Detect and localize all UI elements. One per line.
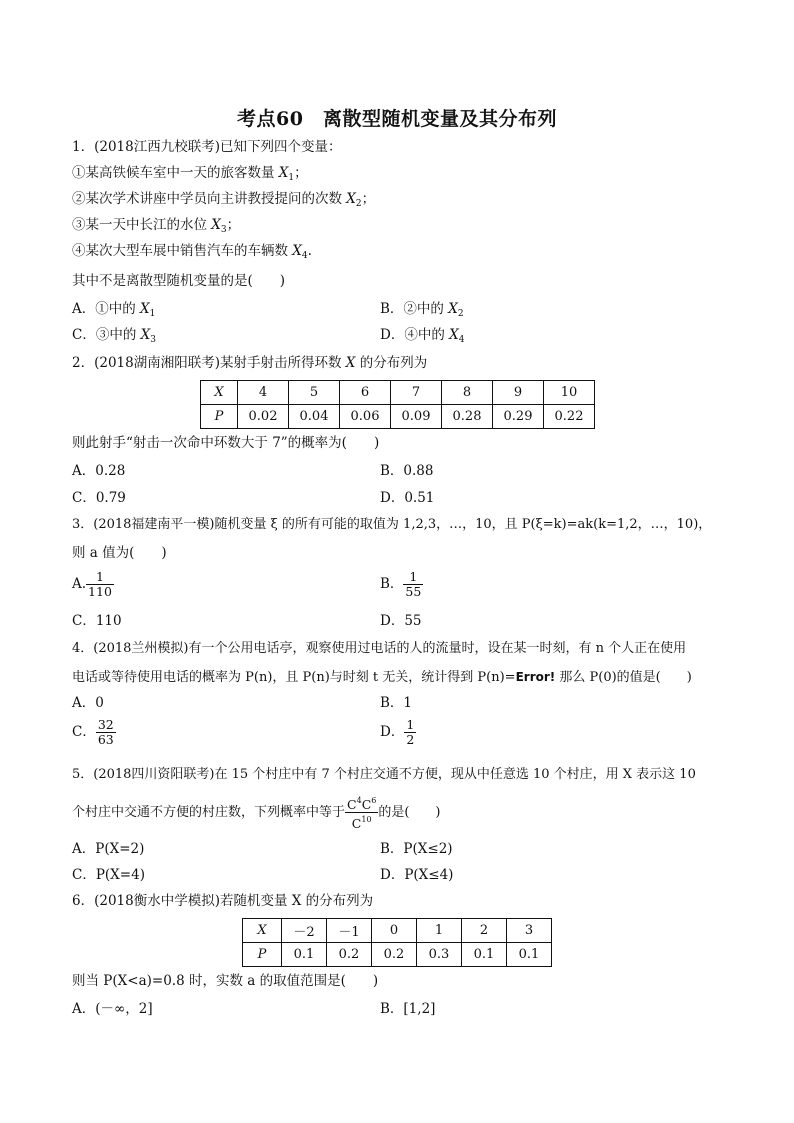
q1-item-1: ①某高铁候车室中一天的旅客数量 $X_1$； [72, 165, 308, 183]
table-cell: 0.02 [238, 405, 289, 429]
q6-option-b: B．[1,2] [380, 1001, 436, 1017]
q1-item-4: ④某次大型车展中销售汽车的车辆数 $X_4$. [72, 243, 312, 261]
q1-ask: 其中不是离散型随机变量的是( ) [72, 273, 286, 289]
q5-option-a: A．P(X=2) [72, 841, 145, 857]
table-header-p: P [201, 405, 238, 429]
table-cell: 10 [544, 381, 595, 405]
q3-stem-line1: 3．(2018福建南平一模)随机变量 ξ 的所有可能的取值为 1,2,3，…，10，且 P(ξ=k)=ak(k=1,2，…，10)， [72, 517, 712, 532]
q4-stem-line1: 4．(2018兰州模拟)有一个公用电话亭，观察使用过电话的人的流量时，设在某一时刻，有 n 个人正在使用 [72, 641, 687, 656]
table-cell: 0.3 [417, 943, 462, 967]
table-cell: －1 [327, 919, 372, 943]
q4-option-b: B．1 [380, 695, 413, 711]
q2-option-c: C．0.79 [72, 490, 126, 506]
table-cell: 7 [391, 381, 442, 405]
q3-stem-line2: 则 a 值为( ) [72, 545, 167, 561]
table-header-x: X [243, 919, 282, 943]
q3-option-a: A. $\frac{1}{110}$ [72, 569, 112, 599]
q6-ask: 则当 P(X<a)=0.8 时，实数 a 的取值范围是( ) [72, 973, 379, 989]
q6-option-a: A．(－∞，2] [72, 1001, 153, 1017]
q5-stem-line1: 5．(2018四川资阳联考)在 15 个村庄中有 7 个村庄交通不方便，现从中任意选 10 个村庄，用 X 表示这 10 [72, 767, 696, 782]
table-row [243, 943, 552, 967]
q2-stem: 2．(2018湖南湘阳联考)某射手射击所得环数 X 的分布列为 [72, 355, 428, 371]
q1-stem: 1．(2018江西九校联考)已知下列四个变量： [72, 139, 342, 155]
table-cell: 0.28 [442, 405, 493, 429]
table-header-x: X [201, 381, 238, 405]
q1-item-2: ②某次学术讲座中学员向主讲教授提问的次数 $X_2$； [72, 191, 376, 209]
table-cell: 0.1 [462, 943, 507, 967]
q4-stem-line2: 电话或等待使用电话的概率为 P(n)，且 P(n)与时刻 t 无关，统计得到 P(n)=Error! 那么 P(0)的值是( ) [72, 670, 692, 685]
table-cell: 6 [340, 381, 391, 405]
table-row [201, 405, 595, 429]
table-cell: 9 [493, 381, 544, 405]
q1-option-b: B．②中的 $X_2$ [380, 301, 464, 319]
q6-stem: 6．(2018衡水中学模拟)若随机变量 X 的分布列为 [72, 893, 374, 909]
combination-fraction: $\frac{C^4C^6}{C^{10}}$ [347, 796, 377, 831]
table-cell: 3 [507, 919, 552, 943]
error-text: Error! [515, 670, 556, 684]
q1-option-a: A．①中的 $X_1$ [72, 301, 156, 319]
q4-option-a: A．0 [72, 695, 104, 711]
q2-option-a: A．0.28 [72, 463, 126, 479]
q4-option-d: D． $\frac{1}{2}$ [380, 717, 415, 747]
q3-option-b: B． $\frac{1}{55}$ [380, 569, 422, 599]
q2-distribution-table [200, 380, 595, 429]
q1-item-3: ③某一天中长江的水位 $X_3$； [72, 217, 241, 235]
table-cell: 2 [462, 919, 507, 943]
table-cell: 4 [238, 381, 289, 405]
q5-option-d: D．P(X≤4) [380, 867, 454, 883]
table-cell: 0.22 [544, 405, 595, 429]
q5-stem-line2: 个村庄中交通不方便的村庄数，下列概率中等于 $\frac{C^4C^6}{C^{10}}$ 的是( ) [72, 796, 441, 831]
q1-option-d: D．④中的 $X_4$ [380, 327, 465, 345]
q5-option-b: B．P(X≤2) [380, 841, 453, 857]
table-row [201, 381, 595, 405]
table-cell: 0.2 [372, 943, 417, 967]
q2-option-d: D．0.51 [380, 490, 435, 506]
table-cell: 0.2 [327, 943, 372, 967]
table-cell: 1 [417, 919, 462, 943]
table-cell: 0.1 [507, 943, 552, 967]
q3-option-d: D．55 [380, 613, 422, 629]
table-cell: 0.29 [493, 405, 544, 429]
table-cell: 0 [372, 919, 417, 943]
page-title: 考点60 离散型随机变量及其分布列 [237, 108, 557, 130]
table-header-p: P [243, 943, 282, 967]
table-cell: －2 [282, 919, 327, 943]
q3-option-c: C．110 [72, 613, 122, 629]
table-cell: 0.1 [282, 943, 327, 967]
table-cell: 0.06 [340, 405, 391, 429]
table-cell: 0.04 [289, 405, 340, 429]
table-row [243, 919, 552, 943]
table-cell: 0.09 [391, 405, 442, 429]
q2-option-b: B．0.88 [380, 463, 434, 479]
table-cell: 8 [442, 381, 493, 405]
table-cell: 5 [289, 381, 340, 405]
q6-distribution-table [242, 918, 552, 967]
q4-option-c: C． $\frac{32}{63}$ [72, 717, 114, 747]
q2-ask: 则此射手“射击一次命中环数大于 7”的概率为( ) [72, 435, 380, 451]
q1-option-c: C．③中的 $X_3$ [72, 327, 156, 345]
q5-option-c: C．P(X=4) [72, 867, 145, 883]
